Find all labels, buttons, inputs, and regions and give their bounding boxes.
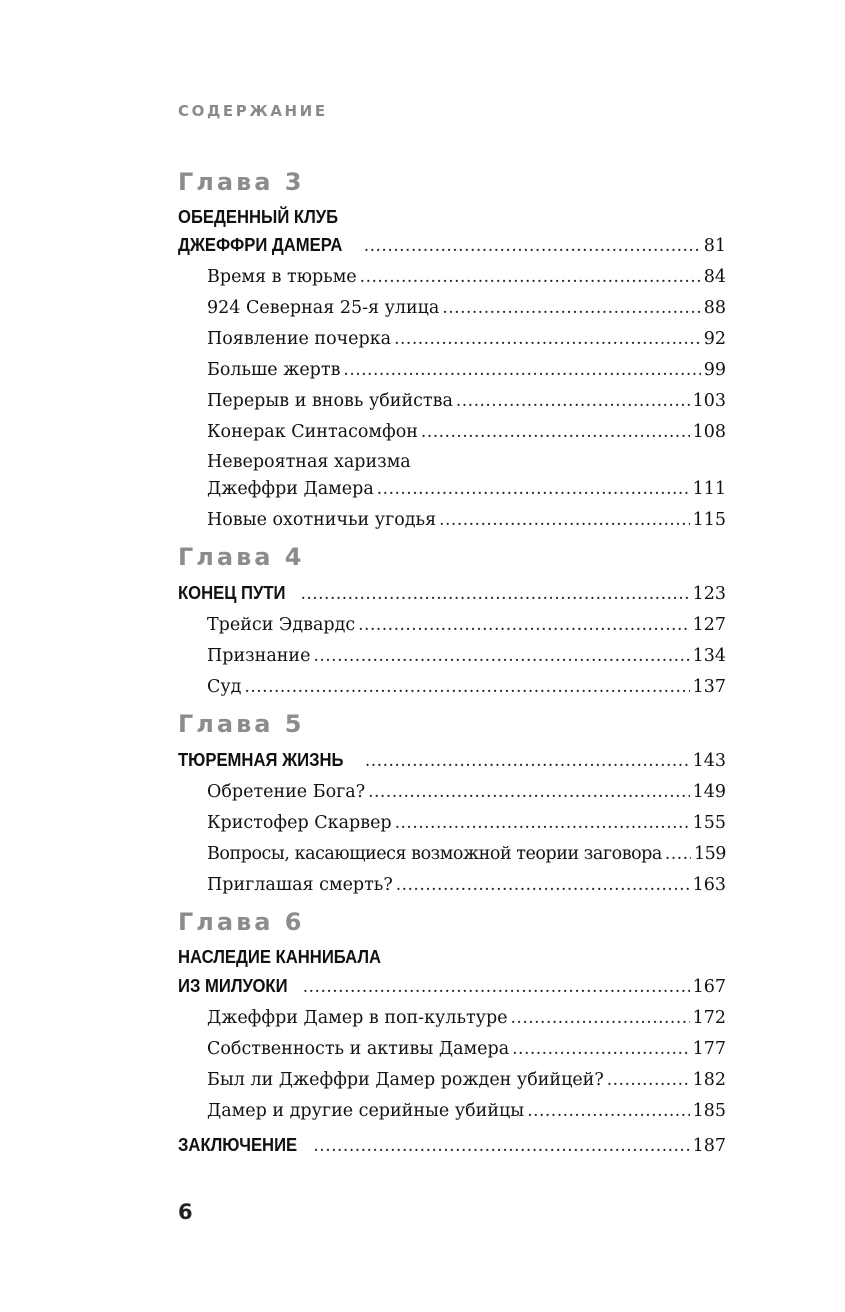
dot-leader [456,389,690,413]
page-number: 172 [692,1008,726,1028]
dot-leader [527,1099,689,1123]
toc-entry[interactable] [207,1006,726,1030]
toc-entry[interactable] [207,1037,726,1061]
toc-entry[interactable] [207,675,726,699]
dot-leader [442,296,700,320]
entry-title: Собственность и активы Дамера [207,1039,510,1059]
chapter-label: Глава 4 [178,543,305,571]
chapter-label: Глава 5 [178,710,305,738]
section-title: ИЗ МИЛУОКИ [178,975,288,996]
dot-leader [244,675,689,699]
dot-leader [439,508,689,532]
section-title: ТЮРЕМНАЯ ЖИЗНЬ [178,749,344,770]
page-number: 149 [692,782,726,802]
toc-section-entry[interactable] [178,974,726,999]
entry-title: Появление почерка [207,329,392,349]
dot-leader [665,842,691,866]
page-number: 103 [692,391,726,411]
dot-leader [607,1068,690,1092]
conclusion-title: ЗАКЛЮЧЕНИЕ [178,1134,298,1155]
dot-leader [511,1006,690,1030]
page-number: 127 [692,615,726,635]
section-title-line1: НАСЛЕДИЕ КАННИБАЛА [178,946,382,967]
page-number: 155 [692,813,726,833]
page-folio: 6 [178,1200,193,1224]
page-number: 108 [692,422,726,442]
entry-title: Дамер и другие серийные убийцы [207,1101,525,1121]
section-title-line1: ОБЕДЕННЫЙ КЛУБ [178,206,339,227]
entry-title: Трейси Эдвардс [207,615,356,635]
toc-entry[interactable] [207,613,726,637]
entry-title: Джеффри Дамера [207,479,374,499]
dot-leader [313,1134,689,1158]
dot-leader [343,358,700,382]
toc-entry[interactable] [207,842,726,866]
toc-entry[interactable] [207,296,726,320]
toc-entry[interactable] [207,389,726,413]
toc-section-entry[interactable] [178,233,726,258]
dot-leader [358,613,689,637]
entry-title: Джеффри Дамер в поп-культуре [207,1008,508,1028]
page-number: 185 [692,1101,726,1121]
toc-entry[interactable] [207,358,726,382]
page-number: 163 [692,875,726,895]
page-number: 81 [703,236,726,256]
toc-entry[interactable] [207,644,726,668]
entry-title: Суд [207,677,242,697]
chapter-label: Глава 3 [178,168,305,196]
page-number: 182 [692,1070,726,1090]
entry-title: Больше жертв [207,360,341,380]
page-number: 137 [692,677,726,697]
page-number: 159 [693,844,726,864]
entry-title: Конерак Синтасомфон [207,422,418,442]
entry-title: Обретение Бога? [207,782,366,802]
page-number: 177 [692,1039,726,1059]
toc-entry[interactable] [207,327,726,351]
entry-title-line1: Невероятная харизма [207,452,411,472]
page-number: 123 [692,584,726,604]
dot-leader [394,327,701,351]
entry-title: 924 Северная 25-я улица [207,298,440,318]
toc-conclusion-entry[interactable] [178,1133,726,1158]
chapter-label: Глава 6 [178,908,305,936]
entry-title: Время в тюрьме [207,267,357,287]
toc-entry[interactable] [207,420,726,444]
dot-leader [396,873,690,897]
page-number: 187 [692,1136,726,1156]
dot-leader [303,975,690,999]
toc-entry[interactable] [207,1068,726,1092]
toc-entry[interactable] [207,508,726,532]
toc-section-entry[interactable] [178,748,726,773]
page-number: 143 [692,751,726,771]
page-number: 167 [692,977,726,997]
page-number: 99 [703,360,726,380]
entry-title: Перерыв и вновь убийства [207,391,453,411]
dot-leader [395,811,690,835]
page-number: 92 [703,329,726,349]
toc-entry[interactable] [207,477,726,501]
toc-entry[interactable] [207,780,726,804]
page-number: 111 [692,479,726,499]
dot-leader [364,234,701,258]
dot-leader [300,582,689,606]
toc-entry[interactable] [207,873,726,897]
entry-title: Был ли Джеффри Дамер рожден убийцей? [207,1070,604,1090]
toc-entry[interactable] [207,1099,726,1123]
toc-entry[interactable] [207,265,726,289]
entry-title: Кристофер Скарвер [207,813,392,833]
section-title: КОНЕЦ ПУТИ [178,582,286,603]
dot-leader [377,477,690,501]
toc-section-entry[interactable] [178,581,726,606]
entry-title: Признание [207,646,311,666]
page-number: 134 [692,646,726,666]
entry-title: Приглашая смерть? [207,875,393,895]
dot-leader [360,265,701,289]
page-number: 88 [703,298,726,318]
dot-leader [313,644,689,668]
page-number: 84 [703,267,726,287]
dot-leader [365,749,690,773]
entry-title: Вопросы, касающиеся возможной теории заговора [207,844,662,864]
dot-leader [421,420,690,444]
dot-leader [512,1037,689,1061]
page-number: 115 [692,510,726,530]
toc-entry[interactable] [207,811,726,835]
dot-leader [368,780,689,804]
entry-title: Новые охотничьи угодья [207,510,437,530]
running-head: СОДЕРЖАНИЕ [178,102,328,120]
section-title: ДЖЕФФРИ ДАМЕРА [178,234,343,255]
